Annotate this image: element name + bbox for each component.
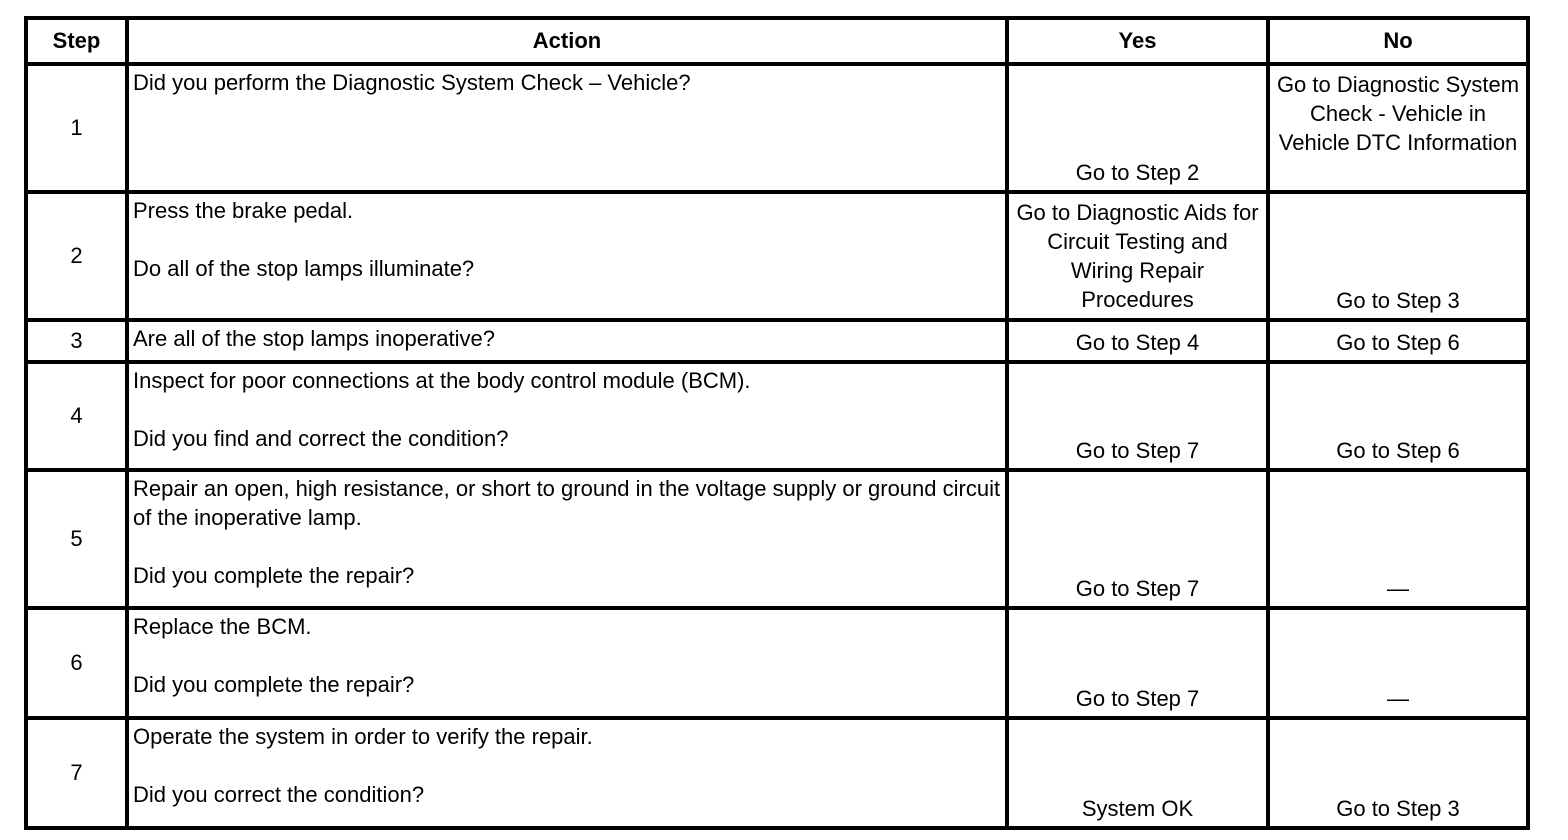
table-row bbox=[26, 470, 1528, 608]
action-cell bbox=[127, 64, 1007, 192]
diagnostic-table bbox=[24, 16, 1530, 830]
no-result: Go to Step 3 bbox=[1268, 718, 1528, 828]
step-number: 4 bbox=[26, 362, 127, 470]
step-number: 5 bbox=[26, 470, 127, 608]
header-row bbox=[26, 18, 1528, 64]
spacer bbox=[133, 395, 1001, 424]
header-step: Step bbox=[26, 18, 127, 64]
no-result: — bbox=[1268, 608, 1528, 718]
yes-result: Go to Step 2 bbox=[1007, 64, 1268, 192]
action-question: Did you complete the repair? bbox=[133, 672, 415, 697]
no-result: Go to Step 6 bbox=[1268, 320, 1528, 362]
table-row bbox=[26, 320, 1528, 362]
action-text: Inspect for poor connections at the body control module (BCM). bbox=[133, 368, 751, 393]
step-number: 1 bbox=[26, 64, 127, 192]
yes-result: Go to Step 4 bbox=[1007, 320, 1268, 362]
no-result: Go to Diagnostic System Check - Vehicle in Vehicle DTC Information bbox=[1268, 64, 1528, 192]
action-text: Replace the BCM. bbox=[133, 614, 312, 639]
spacer bbox=[133, 641, 1001, 670]
yes-result: Go to Diagnostic Aids for Circuit Testing and Wiring Repair Procedures bbox=[1007, 192, 1268, 320]
action-text: Are all of the stop lamps inoperative? bbox=[133, 326, 495, 351]
table-row bbox=[26, 362, 1528, 470]
spacer bbox=[133, 225, 1001, 254]
action-question: Did you complete the repair? bbox=[133, 563, 415, 588]
header-action: Action bbox=[127, 18, 1007, 64]
action-question: Did you find and correct the condition? bbox=[133, 426, 509, 451]
action-cell bbox=[127, 608, 1007, 718]
no-result: Go to Step 6 bbox=[1268, 362, 1528, 470]
action-cell bbox=[127, 718, 1007, 828]
table-row bbox=[26, 718, 1528, 828]
table-row bbox=[26, 608, 1528, 718]
action-text: Repair an open, high resistance, or short to ground in the voltage supply or ground circuit of the inoperative lamp. bbox=[133, 476, 1001, 530]
yes-result: Go to Step 7 bbox=[1007, 608, 1268, 718]
no-result: Go to Step 3 bbox=[1268, 192, 1528, 320]
action-question: Did you correct the condition? bbox=[133, 782, 425, 807]
step-number: 2 bbox=[26, 192, 127, 320]
yes-result: System OK bbox=[1007, 718, 1268, 828]
no-result: — bbox=[1268, 470, 1528, 608]
action-question: Do all of the stop lamps illuminate? bbox=[133, 256, 475, 281]
action-cell bbox=[127, 470, 1007, 608]
yes-result: Go to Step 7 bbox=[1007, 470, 1268, 608]
header-yes: Yes bbox=[1007, 18, 1268, 64]
spacer bbox=[133, 532, 1001, 561]
action-text: Did you perform the Diagnostic System Check – Vehicle? bbox=[133, 70, 691, 95]
step-number: 7 bbox=[26, 718, 127, 828]
action-cell bbox=[127, 362, 1007, 470]
action-text: Operate the system in order to verify the repair. bbox=[133, 724, 593, 749]
table-row bbox=[26, 64, 1528, 192]
header-no: No bbox=[1268, 18, 1528, 64]
step-number: 3 bbox=[26, 320, 127, 362]
yes-result: Go to Step 7 bbox=[1007, 362, 1268, 470]
action-cell bbox=[127, 192, 1007, 320]
action-text: Press the brake pedal. bbox=[133, 198, 354, 223]
spacer bbox=[133, 751, 1001, 780]
action-cell bbox=[127, 320, 1007, 362]
table-row bbox=[26, 192, 1528, 320]
step-number: 6 bbox=[26, 608, 127, 718]
